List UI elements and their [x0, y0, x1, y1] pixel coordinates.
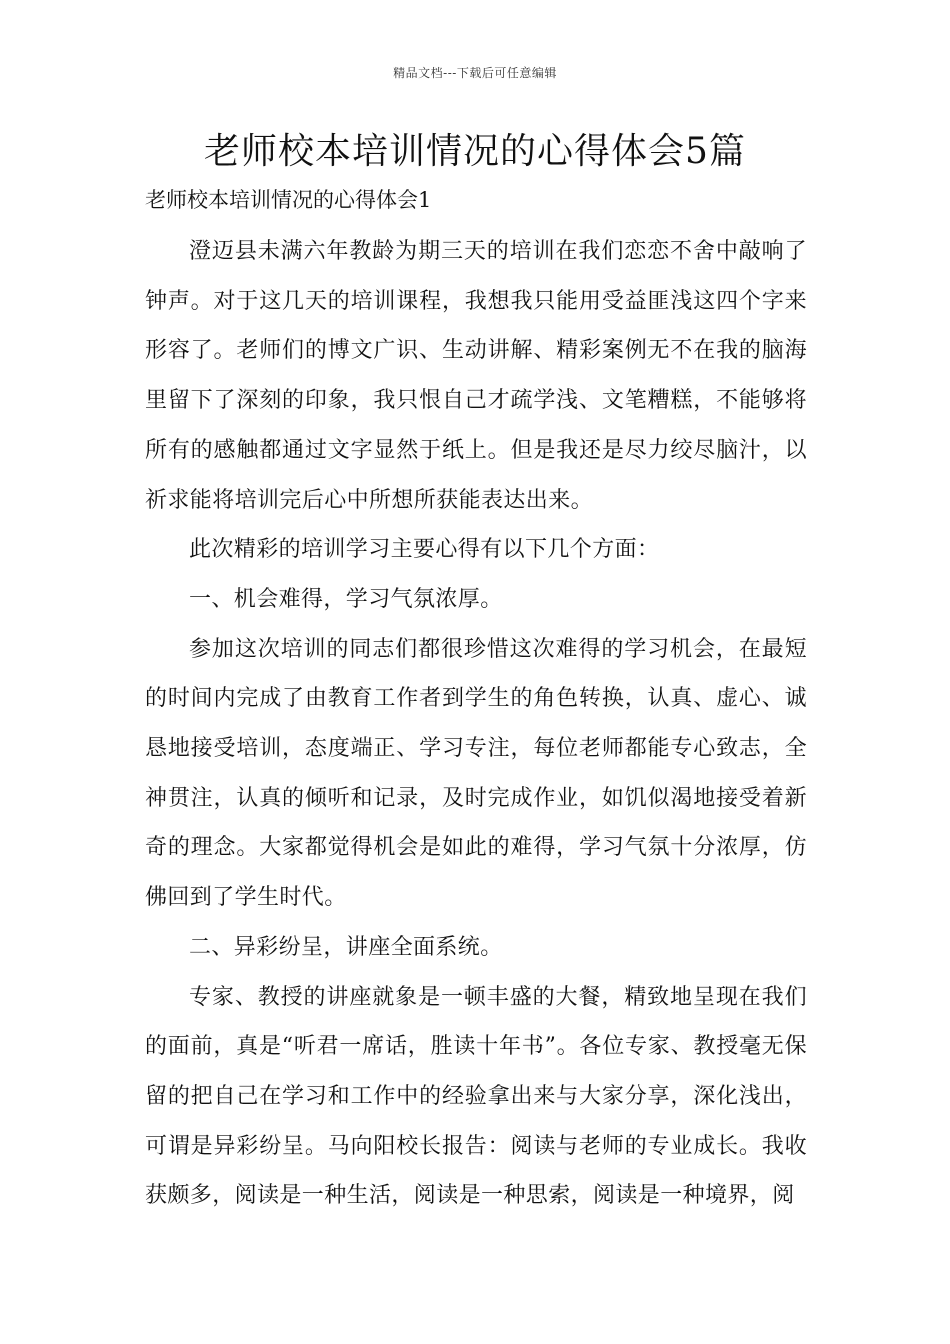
section-heading-2: 二、异彩纷呈，讲座全面系统。	[189, 934, 503, 960]
section-subtitle: 老师校本培训情况的心得体会1	[145, 188, 432, 212]
header-note: 精品文档---下载后可任意编辑	[393, 66, 557, 80]
paragraph-summary-lead: 此次精彩的培训学习主要心得有以下几个方面：	[189, 537, 660, 563]
paragraph-intro: 澄迈县未满六年教龄为期三天的培训在我们恋恋不舍中敲响了钟声。对于这几天的培训课程，我想我只能用受益匪浅这四个字来形容了。老师们的博文广识、生动讲解、精彩案例无不在我的脑海里留下了深刻的印象，我只恨自己才疏学浅、文笔糟糕，不能够将所有的感触都通过文字显然于纸上。但是我还是尽力绞尽脑汁，以祈求能将培训完后心中所想所获能表达出来。	[145, 239, 807, 513]
paragraph-section-1: 参加这次培训的同志们都很珍惜这次难得的学习机会，在最短的时间内完成了由教育工作者到学生的角色转换，认真、虚心、诚恳地接受培训，态度端正、学习专注，每位老师都能专心致志，全神贯注，认真的倾听和记录，及时完成作业，如饥似渴地接受着新奇的理念。大家都觉得机会是如此的难得，学习气氛十分浓厚，仿佛回到了学生时代。	[145, 636, 807, 911]
paragraph-section-2: 专家、教授的讲座就象是一顿丰盛的大餐，精致地呈现在我们的面前，真是“听君一席话，胜读十年书”。各位专家、教授毫无保留的把自己在学习和工作中的经验拿出来与大家分享，深化浅出，可谓是异彩纷呈。马向阳校长报告：阅读与老师的专业成长。我收获颇多，阅读是一种生活，阅读是一种思索，阅读是一种境界，阅	[145, 984, 807, 1209]
section-heading-1: 一、机会难得，学习气氛浓厚。	[189, 586, 503, 612]
document-title: 老师校本培训情况的心得体会5篇	[204, 131, 746, 172]
document-body	[145, 227, 807, 1221]
